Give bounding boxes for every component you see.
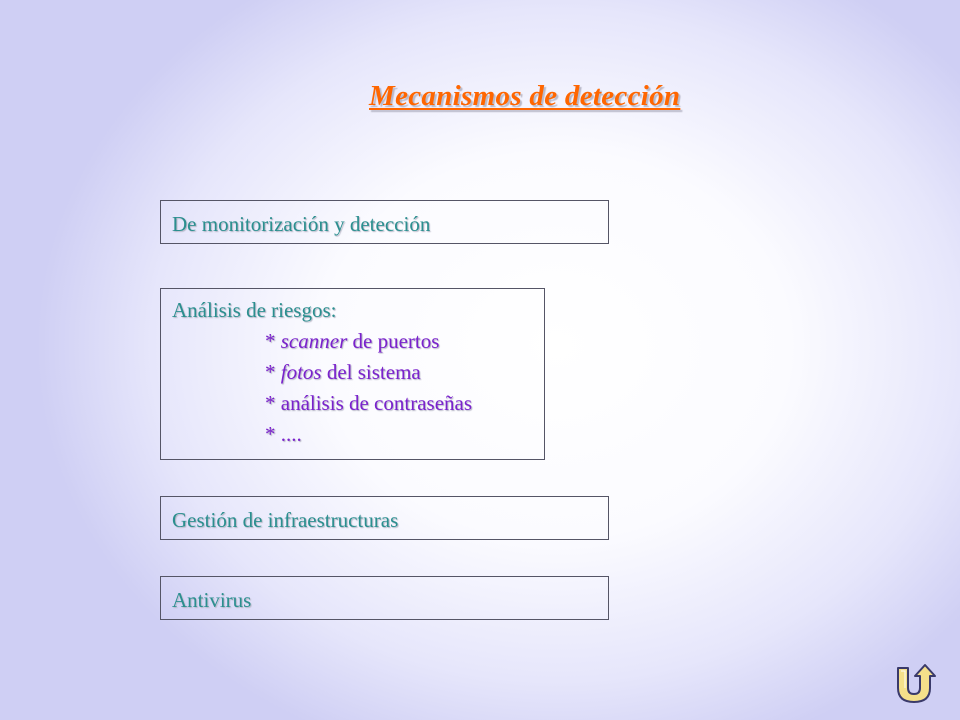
box-antivirus-text: Antivirus (172, 588, 252, 612)
analisis-item-fotos (172, 357, 544, 388)
analisis-item-prefix: * .... (265, 422, 302, 446)
analisis-item-emph: scanner (280, 329, 348, 353)
analisis-item-emph: fotos (280, 360, 322, 384)
analisis-item-rest: del sistema (321, 360, 421, 384)
slide-title: Mecanismos de detección (369, 80, 681, 112)
box-antivirus (160, 576, 609, 620)
analisis-heading: Análisis de riesgos: (172, 298, 337, 322)
return-arrow-icon (892, 662, 940, 704)
box-analisis-riesgos (160, 288, 545, 460)
analisis-item-rest: de puertos (347, 329, 440, 353)
box-gestion-text: Gestión de infraestructuras (172, 508, 399, 532)
return-button[interactable] (892, 662, 940, 704)
analisis-item-more (172, 419, 544, 450)
box-gestion-infraestructuras (160, 496, 609, 540)
analisis-item-scanner (172, 326, 544, 357)
analisis-item-prefix: * (265, 360, 281, 384)
box-monitorizacion (160, 200, 609, 244)
analisis-item-contrasenas (172, 388, 544, 419)
box-monitorizacion-text: De monitorización y detección (172, 212, 431, 236)
analisis-item-prefix: * (265, 329, 281, 353)
analisis-item-prefix: * análisis de contraseñas (265, 391, 473, 415)
